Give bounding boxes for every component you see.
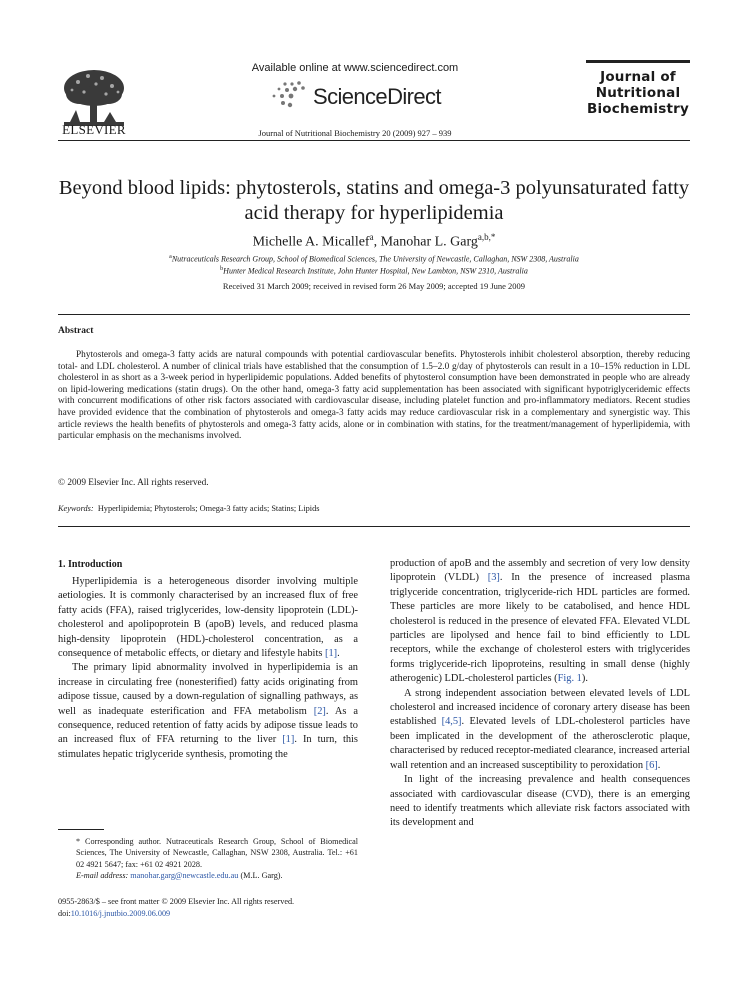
journal-name-line: Journal of	[600, 69, 676, 85]
left-column	[58, 573, 358, 762]
available-online-text[interactable]: Available online at www.sciencedirect.com	[251, 62, 459, 74]
abstract-bottom-rule	[58, 526, 690, 527]
author-affiliation-marker[interactable]: a	[369, 232, 374, 242]
paragraph: Hyperlipidemia is a heterogeneous disorder involving multiple aetiologies. It is commonly characterised by an increased flux of free fatty acids (FFA), raised triglycerides, low-density lipoprotein (LDL)-cholesterol and apolipoprotein B (apoB) levels, and reduced plasma high-density lipoprotein (HDL)-cholesterol concentration, as a consequence of metabolic effects, or dietary and lifestyle habits [1].	[58, 576, 358, 660]
abstract-heading: Abstract	[58, 326, 94, 336]
keywords	[58, 504, 320, 513]
corresponding-author-note: * Corresponding author. Nutraceuticals Research Group, School of Biomedical Sciences, The University of Newcastle, Callaghan, NSW 2308, Australia. Tel.: +61 02 4921 5647; fax: +61 02 4921 2028.	[76, 837, 358, 869]
citation-link[interactable]: [6]	[645, 759, 658, 771]
issn-line: 0955-2863/$ – see front matter © 2009 Elsevier Inc. All rights reserved.	[58, 897, 295, 906]
citation-link[interactable]: [4,5]	[441, 716, 462, 728]
email-link[interactable]: manohar.garg@newcastle.edu.au	[130, 871, 239, 881]
citation-link[interactable]: [1]	[282, 734, 295, 746]
abstract-copyright: © 2009 Elsevier Inc. All rights reserved.	[58, 478, 209, 488]
header-rule	[58, 140, 690, 141]
journal-reference: Journal of Nutritional Biochemistry 20 (2009) 927 – 939	[258, 128, 452, 138]
paragraph: A strong independent association between elevated levels of LDL cholesterol and increased incidence of coronary artery disease has been established [4,5]. Elevated levels of LDL-cholesterol particles have been implicated in the development of the atherosclerotic plaque, characterised by reduced receptor-mediated clearance, increased arterial wall retention and an increased susceptibility to peroxidation [6].	[390, 687, 690, 771]
issn-block	[58, 896, 358, 920]
paragraph: The primary lipid abnormality involved in hyperlipidemia is an increase in circulating free (nonesterified) fatty acids originating from adipose tissue, caused by a down-regulation of signalling pathways, as well as inadequate esterification and FFA metabolism [2]. As a consequence, reduced retention of fatty acids by adipose tissue leads to an increased flux of FFA returning to the liver [1]. In turn, this stimulates hepatic triglyceride synthesis, promoting the	[58, 662, 358, 760]
abstract-body: Phytosterols and omega-3 fatty acids are natural compounds with potential cardiovascular benefits. Phytosterols inhibit cholesterol absorption, thereby reducing total- and LDL cholesterol. A number of clinical trials have established that the consumption of 1.5–2.0 g/day of phytosterols can result in a 10–15% reduction in LDL cholesterol in as short as a 3-week period in hyperlipidemic populations. Added benefits of phytosterol consumption have been demonstrated in people who are already on lipid-lowering medications (statin drugs). On the other hand, omega-3 fatty acid supplementation has been associated with significant hypotriglyceridemic effects with concurrent modifications of other risk factors associated with cardiovascular disease, including platelet function and pro-inflammatory mediators. Recent studies have provided evidence that the combination of phytosterols and omega-3 fatty acids may reduce cardiovascular risk in a complementary and synergistic way. This article reviews the health benefits of phytosterols and omega-3 fatty acids, alone or in combination with statins, for the treatment/management of hyperlipidemia, with particular emphasis on the mechanisms involved.	[58, 350, 690, 442]
author-affiliation-marker[interactable]: a,b,*	[477, 232, 496, 242]
journal-name-line: Biochemistry	[586, 101, 689, 117]
sciencedirect-wordmark: ScienceDirect	[313, 84, 441, 109]
footnote-rule	[58, 829, 104, 830]
doi-line: doi:10.1016/j.jnutbio.2009.06.009	[58, 909, 171, 918]
publisher-name: ELSEVIER	[62, 122, 126, 137]
affiliation: $^a$Nutraceuticals Research Group, School of Biomedical Sciences, The University of Newcastle, Callaghan, NSW 2308, Australia	[169, 254, 579, 264]
footnote	[58, 836, 358, 882]
keywords-label: Keywords:	[58, 504, 94, 513]
author-name: Manohar L. Garg	[380, 234, 478, 250]
sciencedirect-logo[interactable]	[265, 80, 475, 110]
doi-link[interactable]: 10.1016/j.jnutbio.2009.06.009	[70, 909, 171, 918]
citation-link[interactable]: [3]	[487, 572, 500, 584]
author-list	[58, 232, 690, 251]
paragraph: production of apoB and the assembly and secretion of very low density lipoprotein (VLDL) [3]. In the presence of increased plasma triglyceride concentration, triglyceride-rich HDL particles are formed. These particles are more likely to be catabolised, and hence HDL cholesterol is reduced in the presence of elevated FFA. Elevated VLDL particles are lipolysed and hence fail to bind efficiently to LDL receptors, while the exchange of cholesterol esters with triglycerides forms triglyceride-rich lipoproteins, resulting in small dense (highly atherogenic) LDL-cholesterol particles (Fig. 1).	[390, 558, 690, 685]
paragraph: In light of the increasing prevalence and health consequences associated with cardiovascular disease (CVD), there is an emerging need to identify treatments which alleviate risk factors associated with its development and	[390, 774, 690, 829]
email-line: E-mail address: manohar.garg@newcastle.edu.au (M.L. Garg).	[76, 871, 283, 881]
keywords-text: Hyperlipidemia; Phytosterols; Omega-3 fatty acids; Statins; Lipids	[97, 504, 320, 513]
sciencedirect-dots-icon	[265, 80, 309, 110]
author-separator: ,	[373, 234, 381, 250]
citation-link[interactable]: [1]	[324, 648, 338, 660]
citation-link[interactable]: [2]	[313, 705, 326, 717]
section-heading: 1. Introduction	[58, 559, 123, 570]
author-name: Michelle A. Micallef	[252, 234, 370, 250]
journal-name-line: Nutritional	[595, 85, 681, 101]
abstract-top-rule	[58, 314, 690, 315]
article-dates: Received 31 March 2009; received in revised form 26 May 2009; accepted 19 June 2009	[222, 281, 526, 291]
affiliation: $^b$Hunter Medical Research Institute, John Hunter Hospital, New Lambton, NSW 2310, Australia	[220, 266, 528, 276]
article-title: Beyond blood lipids: phytosterols, statins and omega-3 polyunsaturated fatty acid therapy for hyperlipidemia	[58, 177, 690, 224]
right-column	[390, 557, 690, 831]
journal-name-block	[586, 60, 690, 117]
figure-link[interactable]: Fig. 1	[557, 673, 582, 685]
